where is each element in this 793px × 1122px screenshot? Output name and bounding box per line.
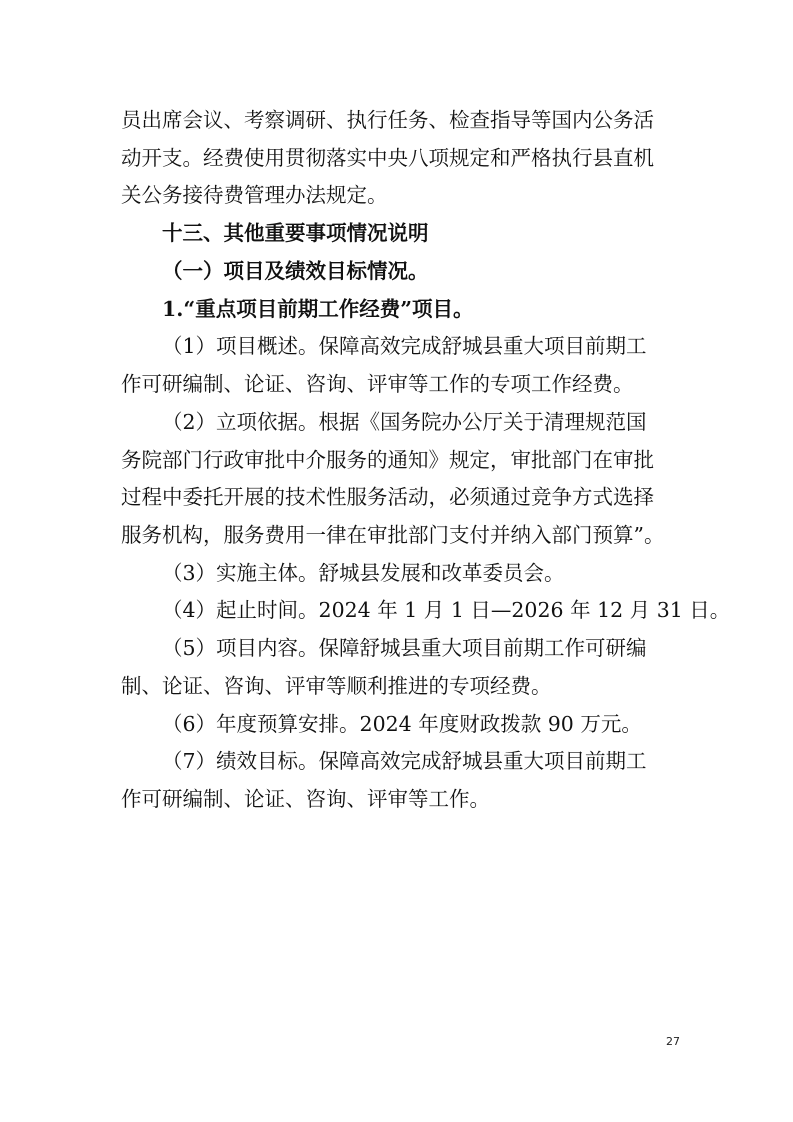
body-line-9-text: （2）立项依据。根据《国务院办公厅关于清理规范国 — [162, 410, 647, 434]
body-line-13 — [0, 555, 793, 591]
body-line-3 — [0, 177, 793, 213]
body-line-13-text: （3）实施主体。舒城县发展和改革委员会。 — [162, 561, 565, 585]
project-heading — [0, 291, 793, 327]
body-line-18-text: （7）绩效目标。保障高效完成舒城县重大项目前期工 — [162, 749, 647, 773]
body-line-11-text: 过程中委托开展的技术性服务活动，必须通过竞争方式选择 — [121, 485, 654, 509]
body-line-14 — [0, 592, 793, 628]
body-line-10 — [0, 442, 793, 478]
body-line-19-text: 作可研编制、论证、咨询、评审等工作。 — [121, 787, 490, 811]
body-line-16 — [0, 668, 793, 704]
section-heading — [0, 215, 793, 251]
section-heading-text: 十三、其他重要事项情况说明 — [162, 221, 429, 245]
subsection-heading-text: （一）项目及绩效目标情况。 — [162, 259, 429, 283]
body-line-16-text: 制、论证、咨询、评审等顺利推进的专项经费。 — [121, 674, 552, 698]
body-line-10-text: 务院部门行政审批中介服务的通知》规定，审批部门在审批 — [121, 448, 654, 472]
body-line-1 — [0, 102, 793, 138]
subsection-heading — [0, 253, 793, 289]
body-line-11 — [0, 479, 793, 515]
project-heading-text: 1.“重点项目前期工作经费”项目。 — [162, 297, 474, 321]
body-line-7-text: （1）项目概述。保障高效完成舒城县重大项目前期工 — [162, 334, 647, 358]
body-line-14-text: （4）起止时间。2024 年 1 月 1 日—2026 年 12 月 31 日。 — [162, 598, 731, 622]
body-line-18 — [0, 743, 793, 779]
body-line-2 — [0, 140, 793, 176]
body-line-8 — [0, 366, 793, 402]
body-line-9 — [0, 404, 793, 440]
body-line-12-text: 服务机构，服务费用一律在审批部门支付并纳入部门预算”。 — [121, 523, 665, 547]
body-line-8-text: 作可研编制、论证、咨询、评审等工作的专项工作经费。 — [121, 372, 634, 396]
body-line-3-text: 关公务接待费管理办法规定。 — [121, 183, 388, 207]
body-line-17-text: （6）年度预算安排。2024 年度财政拨款 90 万元。 — [162, 712, 642, 736]
page-number: 27 — [666, 1035, 680, 1048]
body-line-1-text: 员出席会议、考察调研、执行任务、检查指导等国内公务活 — [121, 108, 654, 132]
body-line-17 — [0, 706, 793, 742]
body-line-15-text: （5）项目内容。保障舒城县重大项目前期工作可研编 — [162, 636, 647, 660]
body-line-12 — [0, 517, 793, 553]
body-line-2-text: 动开支。经费使用贯彻落实中央八项规定和严格执行县直机 — [121, 146, 654, 170]
body-line-7 — [0, 328, 793, 364]
body-line-19 — [0, 781, 793, 817]
body-line-15 — [0, 630, 793, 666]
